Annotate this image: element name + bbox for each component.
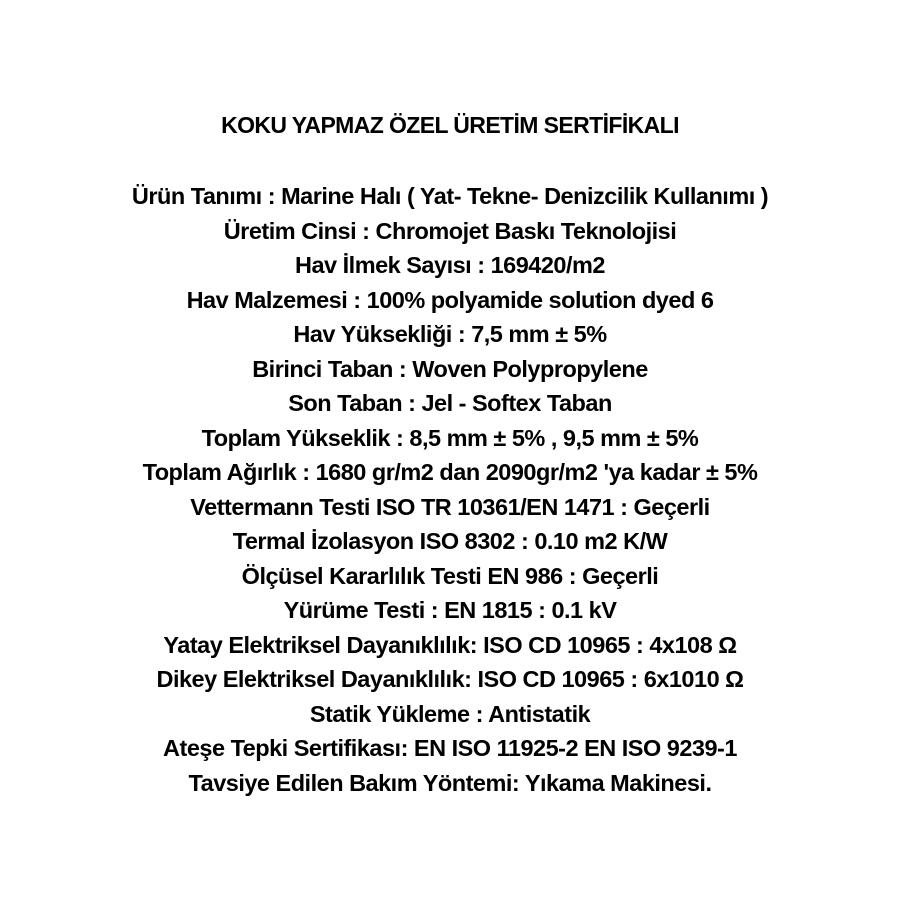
spec-vertical-resistance: Dikey Elektriksel Dayanıklılık: ISO CD 10965 : 6x1010 Ω xyxy=(156,666,744,692)
spec-static-loading: Statik Yükleme : Antistatik xyxy=(309,700,591,727)
spec-horizontal-resistance: Yatay Elektriksel Dayanıklılık: ISO CD 10965 : 4x108 Ω xyxy=(163,631,737,658)
spec-product-definition: Ürün Tanımı : Marine Halı ( Yat- Tekne- Denizcilik Kullanımı ) xyxy=(131,183,769,209)
spec-primary-backing: Birinci Taban : Woven Polypropylene xyxy=(252,355,648,382)
spec-care-method: Tavsiye Edilen Bakım Yöntemi: Yıkama Makinesi. xyxy=(188,769,712,796)
spec-walking-test: Yürüme Testi : EN 1815 : 0.1 kV xyxy=(283,597,617,623)
spec-vettermann-test: Vettermann Testi ISO TR 10361/EN 1471 : Geçerli xyxy=(190,493,710,520)
spec-secondary-backing: Son Taban : Jel - Softex Taban xyxy=(288,390,612,416)
spec-pile-loop-count: Hav İlmek Sayısı : 169420/m2 xyxy=(295,252,605,278)
spec-total-height: Toplam Yükseklik : 8,5 mm ± 5% , 9,5 mm ± 5% xyxy=(201,424,699,451)
spec-pile-material: Hav Malzemesi : 100% polyamide solution dyed 6 xyxy=(186,286,714,313)
spec-total-weight: Toplam Ağırlık : 1680 gr/m2 dan 2090gr/m2 'ya kadar ± 5% xyxy=(142,459,758,485)
spec-production-type: Üretim Cinsi : Chromojet Baskı Teknolojisi xyxy=(223,217,677,244)
spec-list xyxy=(0,179,900,800)
spec-pile-height: Hav Yüksekliği : 7,5 mm ± 5% xyxy=(293,321,607,347)
spec-fire-reaction: Ateşe Tepki Sertifikası: EN ISO 11925-2 EN ISO 9239-1 xyxy=(163,735,737,761)
spec-dimensional-stability: Ölçüsel Kararlılık Testi EN 986 : Geçerli xyxy=(241,562,659,589)
certificate-title: KOKU YAPMAZ ÖZEL ÜRETİM SERTİFİKALI xyxy=(221,112,679,138)
spec-thermal-insulation: Termal İzolasyon ISO 8302 : 0.10 m2 K/W xyxy=(232,528,668,554)
